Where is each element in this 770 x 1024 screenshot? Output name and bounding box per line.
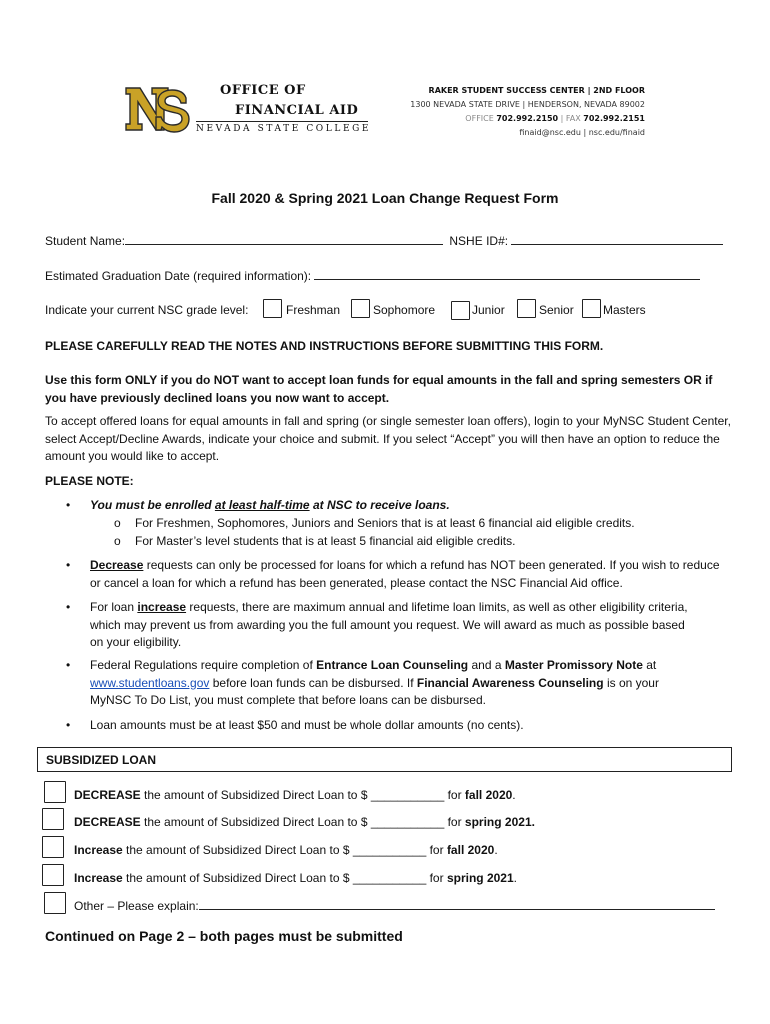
freshman-label: Freshman: [286, 303, 341, 317]
bullet-dot: •: [66, 558, 71, 572]
note-enrollment-end: at NSC to receive loans.: [309, 498, 450, 512]
instructions-paragraph: To accept offered loans for equal amounts in fall and spring (or single semester loan offers), login to your MyNSC Student Center, select Accept/Decline Awards, indicate your choice and submit. If you select “Accept” you will then have an option to reduce the amount you would like to accept.: [45, 414, 731, 463]
note-reg-e: at: [642, 658, 657, 672]
bullet-dot: •: [66, 718, 71, 732]
note-loan-amounts: Loan amounts must be at least $50 and must be whole dollar amounts (no cents).: [90, 718, 524, 732]
sophomore-checkbox[interactable]: [351, 299, 370, 318]
header-divider: [196, 121, 368, 122]
other-explain-field[interactable]: [199, 898, 715, 910]
note-decrease-text: requests can only be processed for loans for which a refund has NOT been generated. If you wish to reduce or cancel a loan for which a refund has been generated, please contact the NSC Financial Aid office.: [90, 558, 720, 590]
option-verb: DECREASE: [74, 815, 141, 829]
note-awareness-counseling: Financial Awareness Counseling: [416, 675, 604, 690]
decrease-fall-option: [74, 787, 516, 805]
note-reg-h: is on your MyNSC To Do List, you must complete that before loans can be disbursed.: [90, 675, 659, 707]
option-end: .: [512, 788, 516, 802]
option-term: spring 2021.: [464, 815, 535, 829]
note-masters-credits: For Master’s level students that is at least 5 financial aid eligible credits.: [135, 534, 516, 548]
nsc-logo-icon: [124, 84, 190, 134]
sub-bullet: o: [114, 534, 121, 548]
grade-level-label: Indicate your current NSC grade level:: [45, 303, 249, 317]
junior-checkbox[interactable]: [451, 301, 470, 320]
note-half-time: at least half-time: [214, 498, 310, 512]
office-title-line1: OFFICE OF: [220, 83, 306, 98]
note-reg-a: Federal Regulations require completion of: [90, 658, 317, 672]
sub-bullet: o: [114, 516, 121, 530]
note-regulations: [90, 657, 700, 710]
note-decrease: [90, 557, 720, 592]
option-term: fall 2020: [464, 788, 513, 802]
option-verb: Increase: [74, 843, 123, 857]
note-increase-term: increase: [137, 600, 187, 614]
sophomore-label: Sophomore: [373, 303, 436, 317]
subsidized-loan-heading: SUBSIDIZED LOAN: [46, 753, 157, 767]
fax-label: | FAX: [560, 114, 581, 123]
note-reg-c: and a: [468, 658, 505, 672]
fax-phone: 702.992.2151: [583, 114, 645, 123]
web-contact: finaid@nsc.edu | nsc.edu/finaid: [519, 128, 645, 137]
student-name-field[interactable]: [125, 233, 443, 245]
increase-fall-option: [74, 842, 498, 860]
option-verb: DECREASE: [74, 788, 141, 802]
decrease-spring-checkbox[interactable]: [42, 808, 64, 830]
grad-date-label: Estimated Graduation Date (required information):: [45, 269, 312, 283]
note-undergrad-credits: For Freshmen, Sophomores, Juniors and Seniors that is at least 6 financial aid eligible credits.: [135, 516, 635, 530]
bullet-dot: •: [66, 658, 71, 672]
college-name: NEVADA STATE COLLEGE: [196, 124, 372, 134]
decrease-spring-option: [74, 814, 535, 832]
grad-date-row: [45, 268, 700, 283]
option-term: spring 2021: [446, 871, 514, 885]
note-decrease-term: Decrease: [90, 558, 144, 572]
office-title-line2: FINANCIAL AID: [235, 103, 359, 118]
option-text: the amount of Subsidized Direct Loan to $ ___________ for: [140, 788, 465, 802]
note-reg-f: before loan funds can be disbursed. If: [209, 675, 417, 690]
contact-block: [410, 84, 645, 140]
subsidized-loan-header: [37, 747, 732, 772]
bullet-dot: •: [66, 498, 71, 512]
grad-date-field[interactable]: [314, 268, 700, 280]
option-verb: Increase: [74, 871, 123, 885]
phone-line: [410, 112, 645, 126]
option-text: the amount of Subsidized Direct Loan to $ ___________ for: [122, 871, 447, 885]
notice-heading: PLEASE CAREFULLY READ THE NOTES AND INSTRUCTIONS BEFORE SUBMITTING THIS FORM.: [45, 339, 604, 353]
increase-fall-checkbox[interactable]: [42, 836, 64, 858]
continued-note: Continued on Page 2 – both pages must be submitted: [45, 928, 403, 944]
senior-checkbox[interactable]: [517, 299, 536, 318]
decrease-fall-checkbox[interactable]: [44, 781, 66, 803]
option-text: the amount of Subsidized Direct Loan to $ ___________ for: [122, 843, 447, 857]
note-promissory-note: Master Promissory Note: [504, 658, 643, 672]
bullet-dot: •: [66, 600, 71, 614]
note-increase-text: requests, there are maximum annual and lifetime loan limits, as well as other eligibility criteria, which may prevent us from awarding you the full amount you request. We will award as much as possible based on your eligibility.: [90, 600, 688, 649]
center-name: RAKER STUDENT SUCCESS CENTER | 2ND FLOOR: [428, 86, 645, 95]
increase-spring-checkbox[interactable]: [42, 864, 64, 886]
other-checkbox[interactable]: [44, 892, 66, 914]
option-term: fall 2020: [446, 843, 495, 857]
option-end: .: [494, 843, 498, 857]
nshe-label: NSHE ID#:: [449, 234, 509, 248]
note-entrance-counseling: Entrance Loan Counseling: [316, 658, 469, 672]
freshman-checkbox[interactable]: [263, 299, 282, 318]
use-only-paragraph: Use this form ONLY if you do NOT want to accept loan funds for equal amounts in the fall and spring semesters OR if you have previously declined loans you now want to accept.: [45, 373, 713, 405]
student-name-label: Student Name:: [45, 234, 126, 248]
senior-label: Senior: [539, 303, 574, 317]
note-increase-start: For loan: [90, 600, 138, 614]
student-name-row: [45, 233, 723, 248]
masters-label: Masters: [603, 303, 646, 317]
other-option: [74, 898, 715, 916]
studentloans-link[interactable]: www.studentloans.gov: [90, 675, 210, 690]
note-enrollment-text: You must be enrolled: [90, 498, 215, 512]
office-phone: 702.992.2150: [496, 114, 559, 123]
option-text: the amount of Subsidized Direct Loan to $ ___________ for: [140, 815, 465, 829]
other-label: Other – Please explain:: [74, 899, 199, 913]
nshe-id-field[interactable]: [511, 233, 723, 245]
form-title: Fall 2020 & Spring 2021 Loan Change Request Form: [211, 190, 559, 206]
address: 1300 NEVADA STATE DRIVE | HENDERSON, NEVADA 89002: [410, 100, 645, 109]
note-increase: [90, 599, 695, 652]
option-end: .: [513, 871, 517, 885]
masters-checkbox[interactable]: [582, 299, 601, 318]
office-label: OFFICE: [465, 114, 494, 123]
please-note-heading: PLEASE NOTE:: [45, 474, 134, 488]
junior-label: Junior: [472, 303, 505, 317]
note-enrollment: [90, 497, 450, 515]
increase-spring-option: [74, 870, 517, 888]
